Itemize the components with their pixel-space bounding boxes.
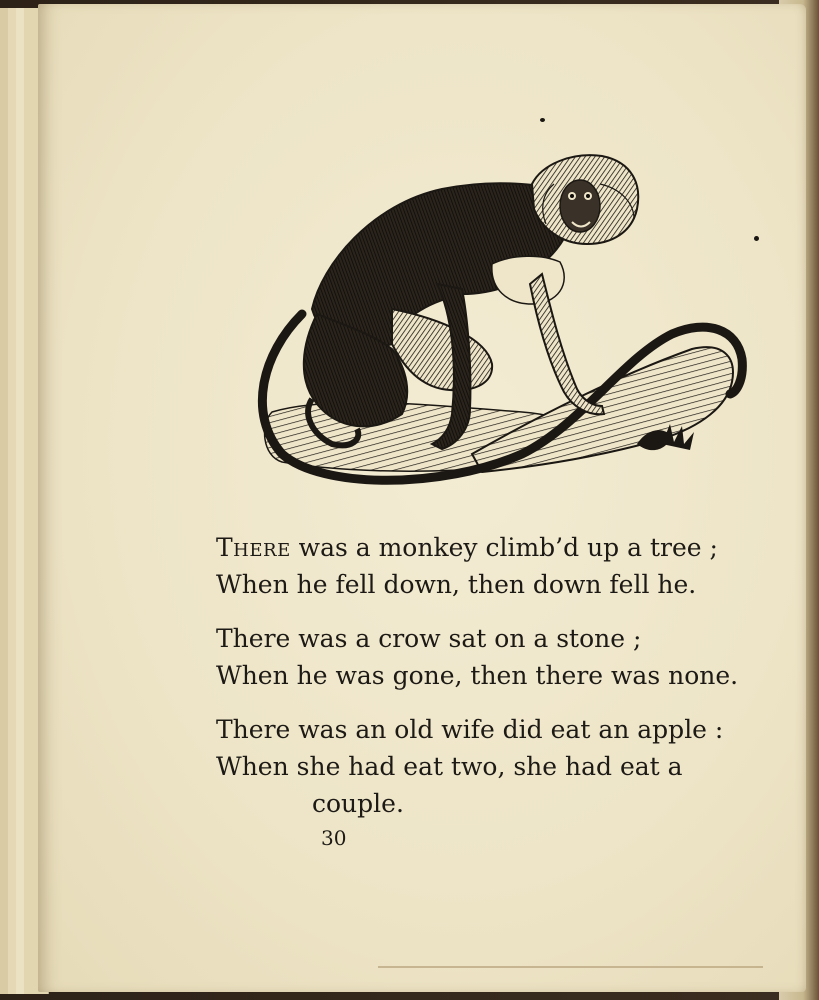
- page-number: 30: [321, 826, 347, 850]
- poem-line: There was an old wife did eat an apple :: [216, 715, 724, 744]
- monkey-curled-leg: [392, 309, 492, 390]
- first-word: There: [216, 533, 291, 562]
- stanza: [216, 711, 786, 822]
- line-rest: was a monkey climb’d up a tree ;: [298, 533, 718, 562]
- ink-speck: [754, 236, 759, 241]
- poem-line: couple.: [312, 789, 404, 818]
- monkey-pupil: [570, 194, 574, 198]
- monkey-belly: [492, 256, 564, 304]
- poem-line: There was a crow sat on a stone ;: [216, 624, 642, 653]
- monkey-face: [560, 180, 600, 232]
- page-bottom-rule: [378, 966, 763, 968]
- poem-line: When he fell down, then down fell he.: [216, 570, 697, 599]
- poem: [216, 529, 786, 839]
- poem-line: [216, 529, 786, 566]
- ink-speck: [540, 118, 545, 122]
- poem-line: When he was gone, then there was none.: [216, 661, 739, 690]
- monkey-illustration: [242, 144, 752, 504]
- stanza: [216, 529, 786, 603]
- book-page: [38, 4, 806, 992]
- monkey-pupil: [586, 194, 590, 198]
- poem-line: When she had eat two, she had eat a: [216, 752, 683, 781]
- stanza: [216, 620, 786, 694]
